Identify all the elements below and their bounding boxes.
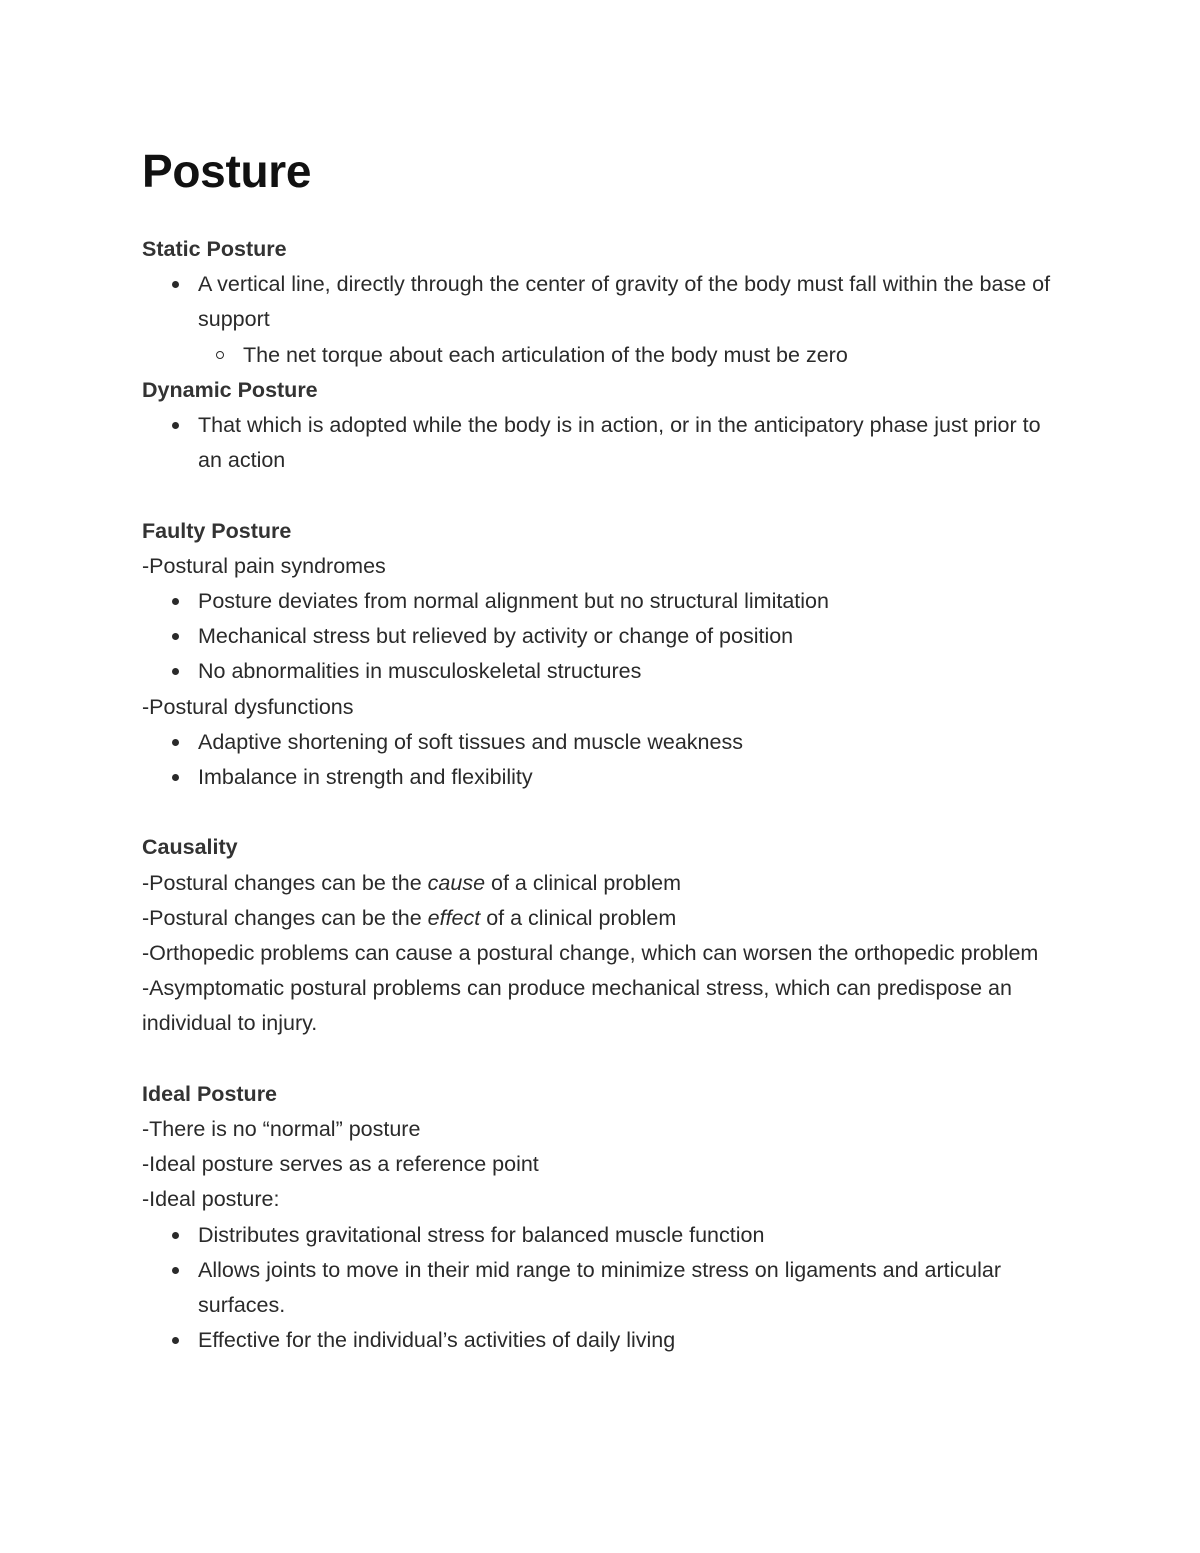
list-item-text: A vertical line, directly through the center of gravity of the body must fall within the base of support xyxy=(198,272,1051,332)
postural-pain-list xyxy=(142,584,1062,690)
ideal-posture-line: -Ideal posture: xyxy=(142,1187,280,1212)
causality-text: -Postural changes can be the xyxy=(142,870,428,895)
list-item: Distributes gravitational stress for balanced muscle function xyxy=(142,1218,1062,1253)
causality-emphasis: effect xyxy=(427,905,481,930)
dynamic-posture-list xyxy=(142,408,1062,478)
causality-line xyxy=(142,866,1062,901)
ideal-posture-line: -Ideal posture serves as a reference point xyxy=(142,1152,539,1177)
spacer xyxy=(142,1042,1062,1077)
document-page xyxy=(142,140,1062,1358)
page-title: Posture xyxy=(142,145,312,197)
sub-list-item: The net torque about each articulation of the body must be zero xyxy=(142,338,1062,373)
postural-pain-label: -Postural pain syndromes xyxy=(142,553,386,578)
list-item: No abnormalities in musculoskeletal structures xyxy=(142,654,1062,689)
faulty-posture-heading: Faulty Posture xyxy=(142,518,292,543)
list-item: Allows joints to move in their mid range to minimize stress on ligaments and articular surfaces. xyxy=(142,1253,1062,1323)
list-item: Adaptive shortening of soft tissues and muscle weakness xyxy=(142,725,1062,760)
list-item: That which is adopted while the body is in action, or in the anticipatory phase just prior to an action xyxy=(142,408,1062,478)
postural-dysfunctions-label: -Postural dysfunctions xyxy=(142,694,354,719)
causality-text: -Postural changes can be the xyxy=(142,905,428,930)
list-item: Mechanical stress but relieved by activity or change of position xyxy=(142,619,1062,654)
causality-line: -Orthopedic problems can cause a postural change, which can worsen the orthopedic problem xyxy=(142,941,1039,966)
static-posture-sublist xyxy=(142,338,1062,373)
ideal-posture-heading: Ideal Posture xyxy=(142,1081,278,1106)
list-item xyxy=(142,267,1062,337)
postural-dysfunctions-list xyxy=(142,725,1062,795)
causality-heading: Causality xyxy=(142,835,238,860)
causality-emphasis: cause xyxy=(427,870,486,895)
dynamic-posture-heading: Dynamic Posture xyxy=(142,377,318,402)
causality-text: of a clinical problem xyxy=(480,905,677,930)
spacer xyxy=(142,795,1062,830)
static-posture-list xyxy=(142,267,1062,337)
static-posture-heading: Static Posture xyxy=(142,237,287,261)
causality-line: -Asymptomatic postural problems can produce mechanical stress, which can predispose an individual to injury. xyxy=(142,976,1012,1036)
list-item: Imbalance in strength and flexibility xyxy=(142,760,1062,795)
causality-text: of a clinical problem xyxy=(485,870,682,895)
causality-line xyxy=(142,901,1062,936)
spacer xyxy=(142,478,1062,513)
ideal-posture-line: -There is no “normal” posture xyxy=(142,1117,421,1142)
list-item: Effective for the individual’s activities of daily living xyxy=(142,1323,1062,1358)
list-item: Posture deviates from normal alignment but no structural limitation xyxy=(142,584,1062,619)
ideal-posture-list xyxy=(142,1218,1062,1359)
